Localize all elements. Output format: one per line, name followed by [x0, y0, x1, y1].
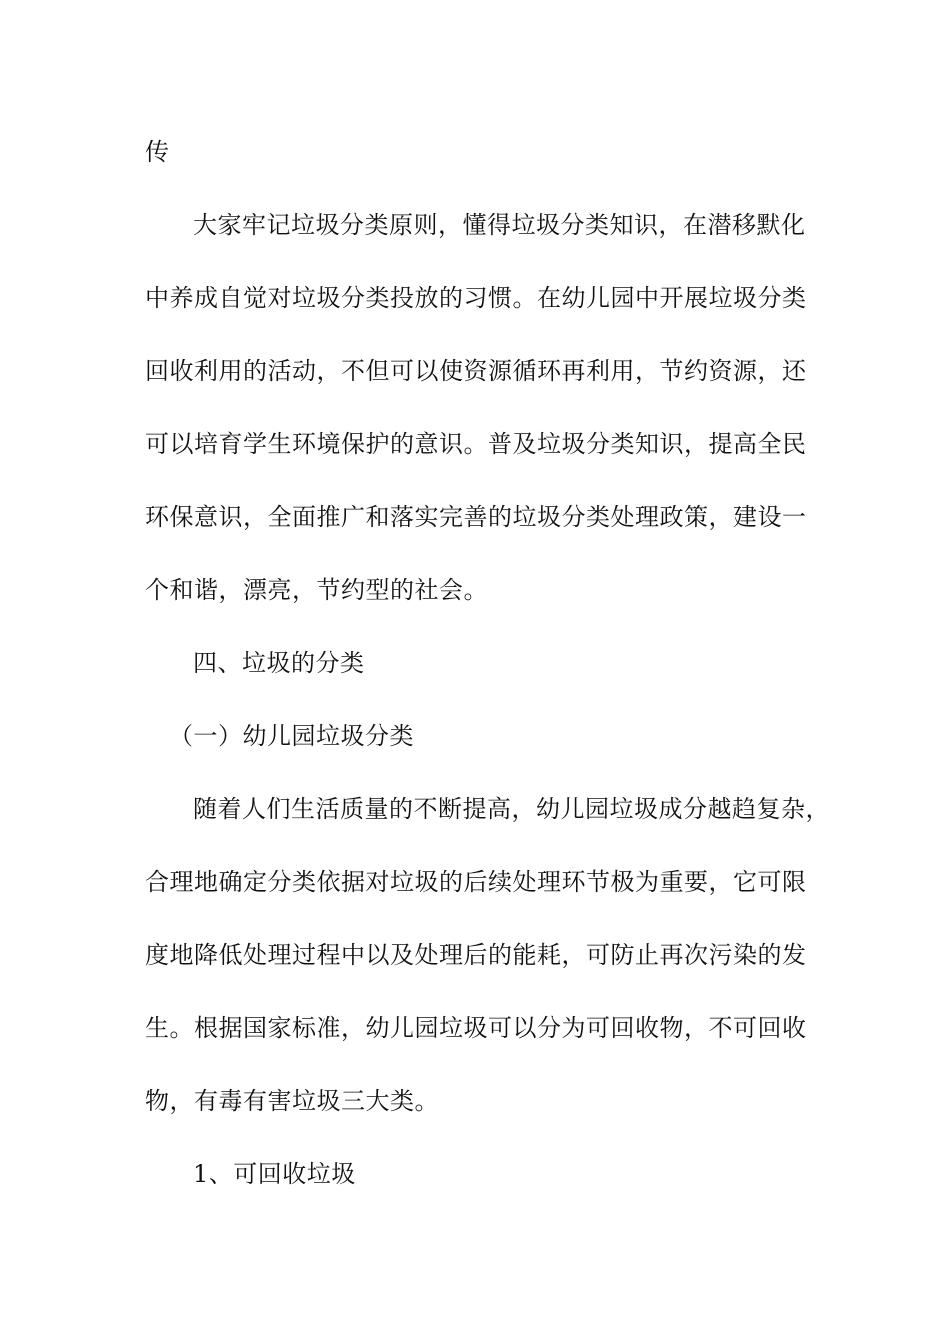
- paragraph-line: 生。根据国家标准，幼儿园垃圾可以分为可回收物，不可回收: [145, 1014, 807, 1042]
- paragraph-line: 大家牢记垃圾分类原则，懂得垃圾分类知识，在潜移默化: [193, 211, 806, 239]
- paragraph-line: 中养成自觉对垃圾分类投放的习惯。在幼儿园中开展垃圾分类: [145, 284, 807, 312]
- paragraph-fragment: 传: [145, 138, 170, 166]
- paragraph-line: 合理地确定分类依据对垃圾的后续处理环节极为重要，它可限: [145, 868, 807, 896]
- paragraph-line: 环保意识，全面推广和落实完善的垃圾分类处理政策，建设一: [145, 503, 807, 531]
- section-heading: 四、垃圾的分类: [193, 649, 365, 677]
- list-heading: 1、可回收垃圾: [193, 1160, 356, 1188]
- paragraph-line: 个和谐，漂亮，节约型的社会。: [145, 576, 488, 604]
- paragraph-line: 可以培育学生环境保护的意识。普及垃圾分类知识，提高全民: [145, 430, 807, 458]
- paragraph-line: 随着人们生活质量的不断提高，幼儿园垃圾成分越趋复杂，: [193, 795, 830, 823]
- subsection-heading: （一）幼儿园垃圾分类: [169, 722, 414, 750]
- paragraph-line: 物，有毒有害垃圾三大类。: [145, 1087, 439, 1115]
- paragraph-line: 度地降低处理过程中以及处理后的能耗，可防止再次污染的发: [145, 941, 807, 969]
- paragraph-line: 回收利用的活动，不但可以使资源循环再利用，节约资源，还: [145, 357, 807, 385]
